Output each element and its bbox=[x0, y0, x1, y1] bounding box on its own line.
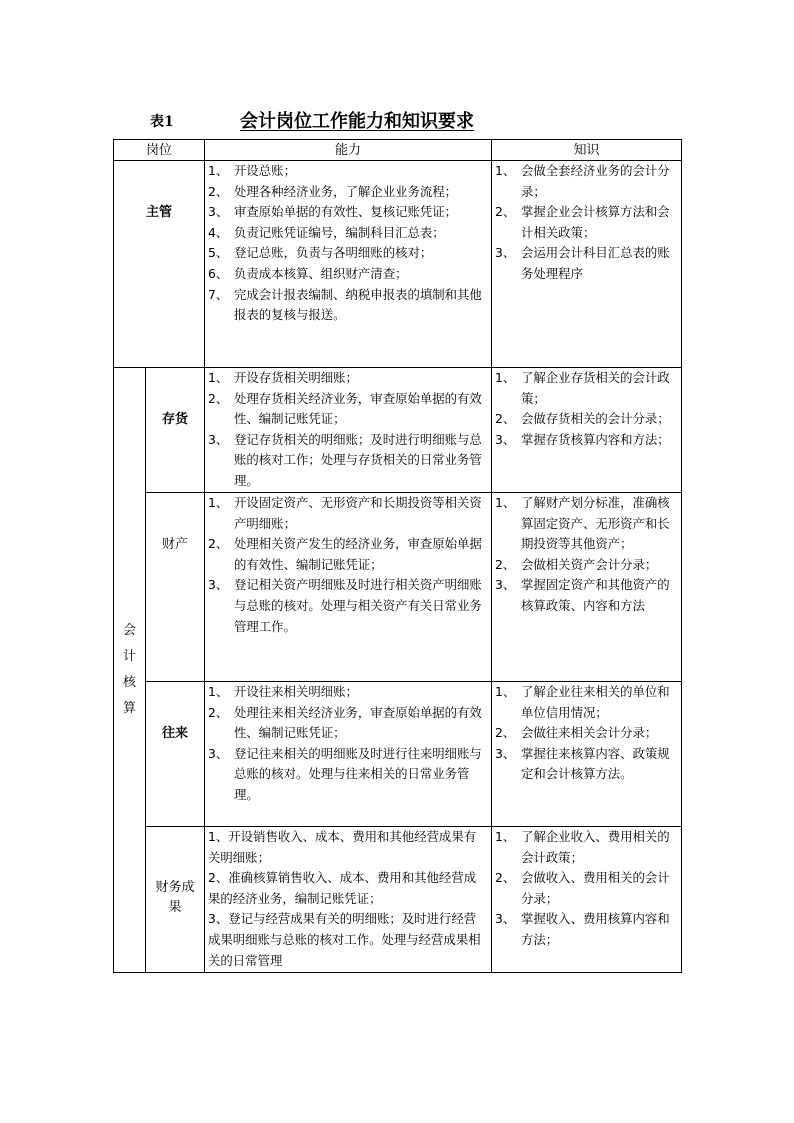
list-item bbox=[495, 430, 678, 451]
dealings-knowledge bbox=[492, 682, 682, 827]
list-item bbox=[208, 223, 488, 244]
list-item bbox=[495, 909, 678, 950]
post-supervisor-label: 主管 bbox=[146, 205, 173, 220]
results-knowledge bbox=[492, 827, 682, 973]
post-accounting-char: 算 bbox=[122, 701, 136, 716]
knowledge-list bbox=[495, 682, 678, 785]
row-dealings bbox=[114, 682, 682, 827]
paragraph-item: 3、登记与经营成果有关的明细账；及时进行经营成果明细账与总账的核对工作。处理与经营成果相关的日常管理 bbox=[208, 911, 481, 968]
supervisor-ability bbox=[205, 161, 492, 368]
ability-list bbox=[208, 493, 488, 637]
list-item bbox=[495, 161, 678, 202]
item-text: 会做往来相关会计分录； bbox=[521, 725, 658, 741]
row-supervisor bbox=[114, 161, 682, 368]
item-text: 开设存货相关明细账； bbox=[234, 370, 358, 385]
item-text: 开设往来相关明细账； bbox=[234, 684, 358, 699]
list-item bbox=[208, 575, 488, 637]
item-number: 1、 bbox=[208, 684, 229, 699]
post-accounting-char: 核 bbox=[122, 675, 136, 690]
item-number: 1、 bbox=[208, 163, 229, 178]
requirements-table bbox=[113, 139, 682, 973]
list-item bbox=[208, 389, 488, 430]
post-supervisor bbox=[114, 161, 205, 368]
subpost-inventory-label: 存货 bbox=[162, 412, 189, 427]
item-text: 掌握企业会计核算方法和会计相关政策； bbox=[521, 204, 670, 240]
col-header-post: 岗位 bbox=[114, 140, 205, 161]
item-text: 掌握存货核算内容和方法； bbox=[521, 431, 670, 447]
item-number: 3、 bbox=[208, 577, 229, 593]
post-accounting-char: 会 bbox=[122, 623, 136, 638]
col-header-knowledge: 知识 bbox=[492, 140, 682, 161]
knowledge-list bbox=[495, 827, 678, 951]
dealings-ability bbox=[205, 682, 492, 827]
item-number: 2、 bbox=[495, 411, 516, 427]
header-row bbox=[114, 140, 682, 161]
list-item bbox=[495, 493, 678, 555]
item-text: 审查原始单据的有效性、复核记账凭证； bbox=[234, 204, 458, 220]
item-number: 3、 bbox=[208, 204, 229, 220]
post-accounting bbox=[114, 368, 146, 973]
item-text: 掌握收入、费用核算内容和方法； bbox=[521, 911, 670, 947]
item-number: 2、 bbox=[495, 556, 516, 572]
knowledge-list bbox=[495, 368, 678, 450]
item-text: 会做相关资产会计分录； bbox=[521, 556, 658, 572]
supervisor-knowledge bbox=[492, 161, 682, 368]
subpost-property bbox=[146, 493, 205, 682]
item-number: 2、 bbox=[208, 536, 229, 552]
item-number: 2、 bbox=[495, 204, 516, 220]
item-text: 会做收入、费用相关的会计分录； bbox=[521, 870, 670, 906]
inventory-ability bbox=[205, 368, 492, 493]
subpost-results bbox=[146, 827, 205, 973]
knowledge-list bbox=[495, 161, 678, 285]
item-text: 处理往来相关经济业务，审查原始单据的有效性、编制记账凭证； bbox=[234, 704, 482, 741]
item-text: 登记相关资产明细账及时进行相关资产明细账与总账的核对。处理与相关资产有关日常业务管理工作。 bbox=[234, 577, 482, 634]
list-item bbox=[208, 703, 488, 744]
item-number: 2、 bbox=[208, 183, 229, 199]
table-title: 会计岗位工作能力和知识要求 bbox=[240, 111, 474, 132]
item-number: 2、 bbox=[208, 390, 229, 406]
list-item bbox=[495, 575, 678, 616]
list-item bbox=[208, 182, 488, 203]
list-item bbox=[208, 243, 488, 264]
item-number: 1、 bbox=[495, 829, 516, 844]
item-text: 开设固定资产、无形资产和长期投资等相关资产明细账； bbox=[234, 495, 482, 531]
list-item bbox=[495, 744, 678, 785]
list-item bbox=[495, 409, 678, 430]
item-number: 1、 bbox=[495, 684, 516, 699]
list-item bbox=[208, 682, 488, 703]
list-item bbox=[495, 368, 678, 409]
subpost-results-label: 财务成果 bbox=[155, 880, 195, 915]
item-number: 7、 bbox=[208, 286, 229, 302]
item-number: 3、 bbox=[208, 431, 229, 447]
list-item bbox=[208, 493, 488, 534]
item-text: 会做存货相关的会计分录； bbox=[521, 411, 670, 427]
item-text: 会做全套经济业务的会计分录； bbox=[521, 163, 670, 199]
item-text: 了解企业往来相关的单位和单位信用情况； bbox=[521, 684, 670, 720]
list-item bbox=[495, 827, 678, 868]
list-item bbox=[208, 430, 488, 492]
item-number: 3、 bbox=[208, 745, 229, 761]
item-text: 完成会计报表编制、纳税申报表的填制和其他报表的复核与报送。 bbox=[234, 286, 482, 323]
item-text: 会运用会计科目汇总表的账务处理程序 bbox=[521, 245, 670, 281]
list-item bbox=[495, 243, 678, 284]
item-number: 2、 bbox=[208, 704, 229, 720]
item-number: 3、 bbox=[495, 577, 516, 593]
list-item bbox=[495, 723, 678, 744]
subpost-inventory bbox=[146, 368, 205, 493]
item-number: 6、 bbox=[208, 265, 229, 281]
list-item bbox=[208, 285, 488, 326]
list-item bbox=[495, 868, 678, 909]
item-text: 了解财产划分标准，准确核算固定资产、无形资产和长期投资等其他资产； bbox=[521, 495, 670, 552]
item-text: 了解企业存货相关的会计政策； bbox=[521, 370, 670, 406]
item-number: 1、 bbox=[495, 370, 516, 385]
item-number: 1、 bbox=[208, 370, 229, 385]
item-text: 处理存货相关经济业务，审查原始单据的有效性、编制记账凭证； bbox=[234, 390, 482, 427]
item-number: 1、 bbox=[495, 163, 516, 178]
list-item bbox=[208, 202, 488, 223]
subpost-property-label: 财产 bbox=[162, 537, 189, 552]
list-item bbox=[495, 682, 678, 723]
list-item bbox=[208, 264, 488, 285]
ability-list bbox=[208, 682, 488, 806]
list-item bbox=[208, 368, 488, 389]
item-text: 登记往来相关的明细账及时进行往来明细账与总账的核对。处理与往来相关的日常业务管理。 bbox=[234, 745, 482, 802]
item-text: 处理各种经济业务，了解企业业务流程； bbox=[234, 183, 458, 199]
item-number: 3、 bbox=[495, 911, 516, 927]
ability-paragraphs bbox=[208, 827, 488, 971]
item-number: 3、 bbox=[495, 745, 516, 761]
post-accounting-char: 计 bbox=[122, 649, 136, 664]
item-number: 2、 bbox=[495, 725, 516, 741]
item-text: 掌握往来核算内容、政策规定和会计核算方法。 bbox=[521, 745, 670, 782]
subpost-dealings-label: 往来 bbox=[162, 726, 189, 741]
property-ability bbox=[205, 493, 492, 682]
list-item bbox=[208, 744, 488, 806]
subpost-dealings bbox=[146, 682, 205, 827]
item-number: 1、 bbox=[495, 495, 516, 510]
ability-list bbox=[208, 368, 488, 492]
item-text: 开设总账； bbox=[234, 163, 296, 178]
item-text: 登记存货相关的明细账；及时进行明细账与总账的核对工作；处理与存货相关的日常业务管理。 bbox=[234, 431, 482, 488]
item-text: 处理相关资产发生的经济业务，审查原始单据的有效性、编制记账凭证； bbox=[234, 536, 482, 572]
item-number: 5、 bbox=[208, 245, 229, 261]
row-property bbox=[114, 493, 682, 682]
list-item bbox=[495, 555, 678, 576]
row-inventory bbox=[114, 368, 682, 493]
table-heading bbox=[0, 105, 794, 135]
row-results bbox=[114, 827, 682, 973]
item-text: 掌握固定资产和其他资产的核算政策、内容和方法 bbox=[521, 577, 670, 613]
item-text: 负责记账凭证编号，编制科目汇总表； bbox=[234, 224, 445, 240]
item-text: 登记总账，负责与各明细账的核对； bbox=[234, 245, 433, 261]
item-number: 3、 bbox=[495, 431, 516, 447]
ability-list bbox=[208, 161, 488, 326]
item-number: 3、 bbox=[495, 245, 516, 261]
results-ability bbox=[205, 827, 492, 973]
list-item bbox=[208, 161, 488, 182]
table-number: 表1 bbox=[150, 114, 174, 130]
item-number: 1、 bbox=[208, 495, 229, 510]
knowledge-list bbox=[495, 493, 678, 617]
inventory-knowledge bbox=[492, 368, 682, 493]
property-knowledge bbox=[492, 493, 682, 682]
col-header-ability: 能力 bbox=[205, 140, 492, 161]
item-number: 2、 bbox=[495, 870, 516, 886]
item-text: 了解企业收入、费用相关的会计政策； bbox=[521, 829, 670, 865]
item-text: 负责成本核算、组织财产清查； bbox=[234, 265, 408, 281]
paragraph-item: 2、准确核算销售收入、成本、费用和其他经营成果的经济业务，编制记账凭证； bbox=[208, 870, 477, 906]
list-item bbox=[495, 202, 678, 243]
paragraph-item: 1、开设销售收入、成本、费用和其他经营成果有关明细账； bbox=[208, 829, 477, 865]
list-item bbox=[208, 534, 488, 575]
item-number: 4、 bbox=[208, 224, 229, 240]
